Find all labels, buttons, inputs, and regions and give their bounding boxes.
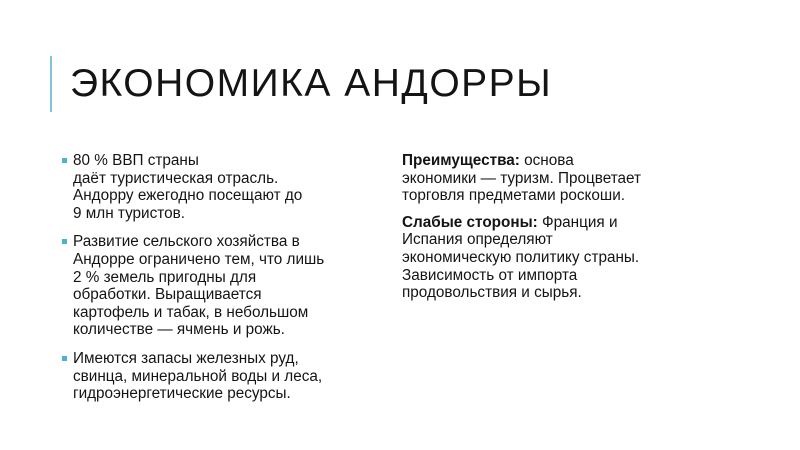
title-accent-bar	[50, 56, 52, 112]
bullet-item-tourism	[62, 152, 392, 222]
bullet-item-resources	[62, 350, 392, 403]
weaknesses-heading: Слабые стороны:	[402, 213, 538, 231]
bullet-item-agriculture	[62, 233, 392, 339]
left-column	[62, 152, 392, 414]
square-bullet-icon	[62, 239, 67, 244]
advantages-text: основа экономики — туризм. Процветает торговля предметами роскоши.	[402, 152, 642, 205]
advantages-block	[402, 152, 702, 205]
weaknesses-text: Франция и Испания определяют экономическую политику страны. Зависимость от импорта продовольствия и сырья.	[402, 213, 640, 302]
square-bullet-icon	[62, 356, 67, 361]
advantages-heading: Преимущества:	[402, 152, 520, 169]
bullet-text: 80 % ВВП страны даёт туристическая отрасль. Андорру ежегодно посещают до 9 млн туристов.	[73, 152, 303, 222]
right-column	[402, 152, 702, 311]
weaknesses-block	[402, 214, 702, 302]
bullet-text: Имеются запасы железных руд, свинца, минеральной воды и леса, гидроэнергетические ресурсы.	[73, 349, 323, 403]
bullet-text: Развитие сельского хозяйства в Андорре ограничено тем, что лишь 2 % земель пригодны для обработки. Выращивается картофель и табак, в небольшом количестве — ячмень и рожь.	[73, 233, 325, 339]
square-bullet-icon	[62, 158, 67, 163]
slide-title: ЭКОНОМИКА АНДОРРЫ	[70, 62, 553, 105]
